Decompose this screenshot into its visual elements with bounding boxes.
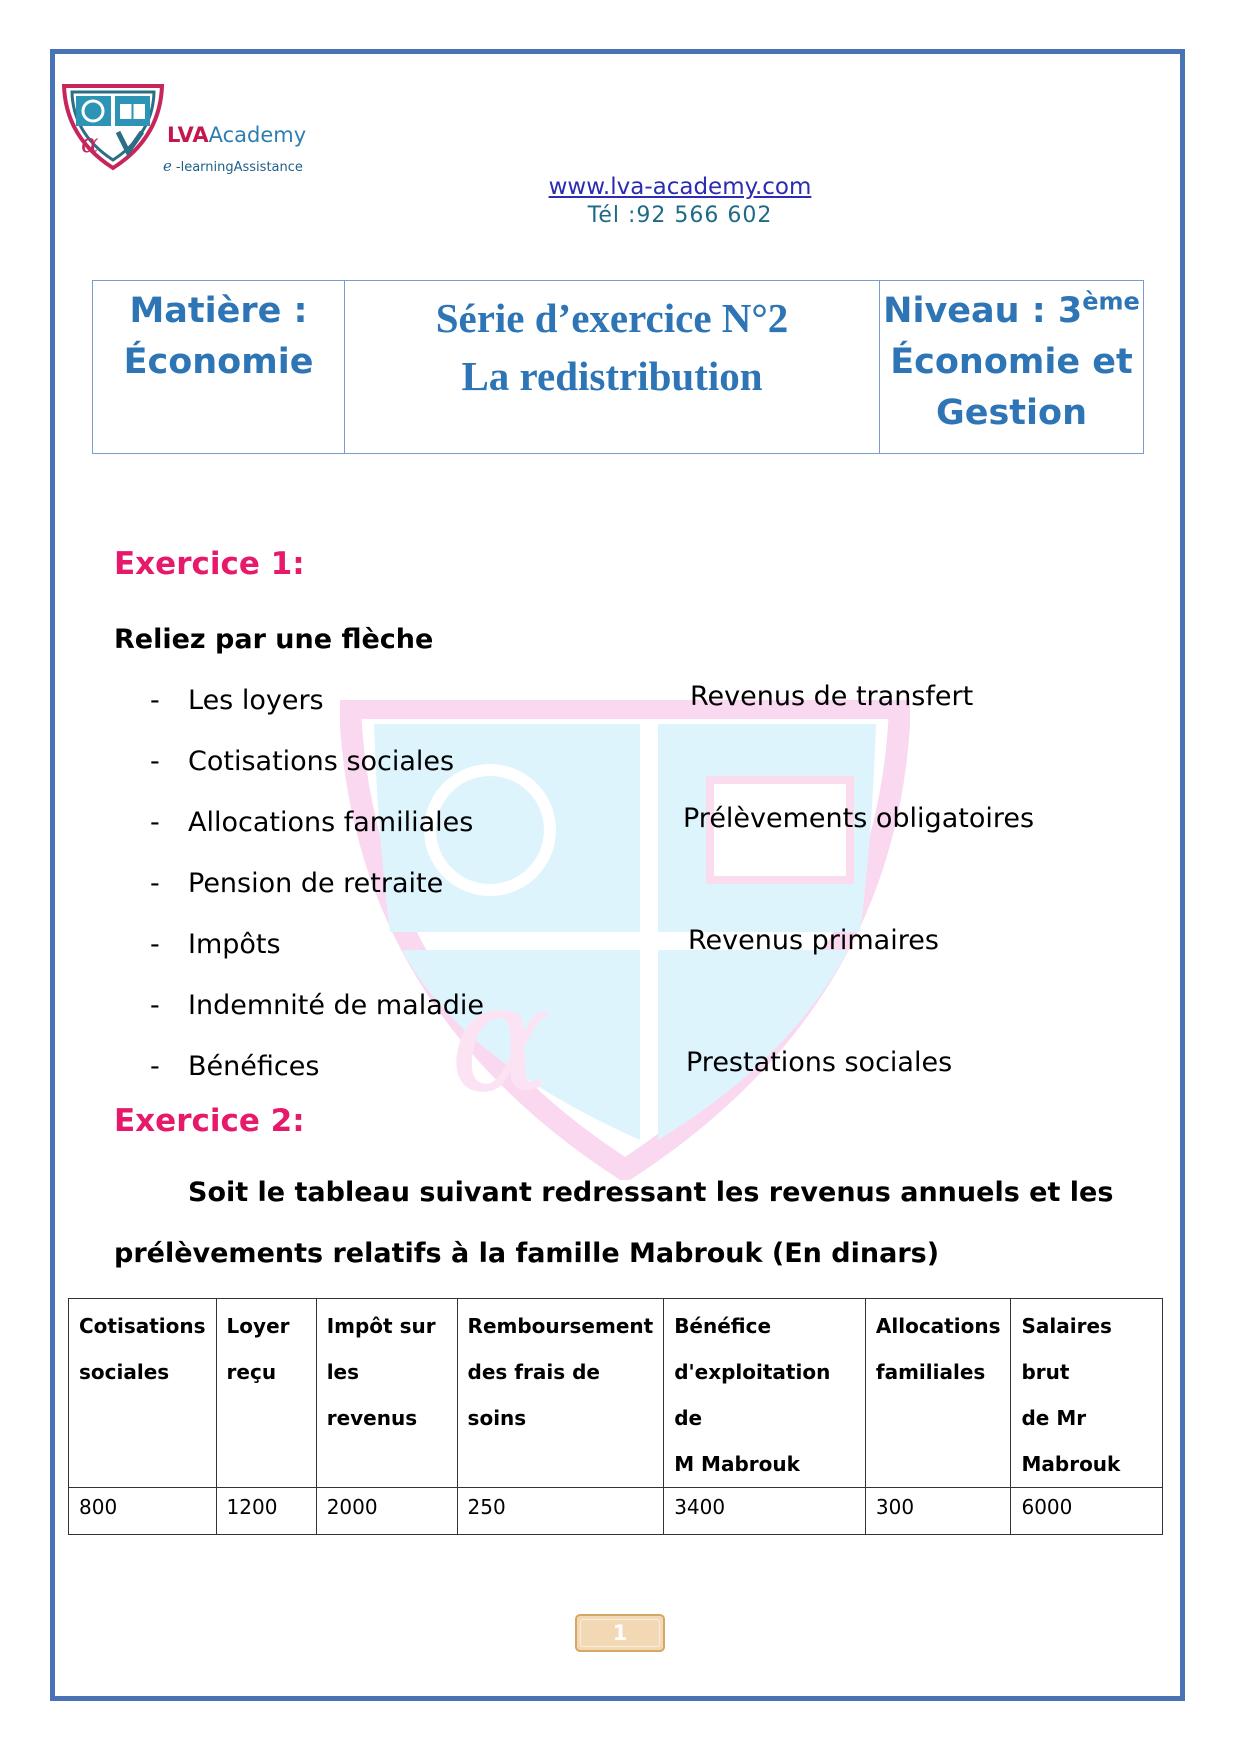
brand-lva: LVA (167, 123, 209, 147)
page-number (575, 1614, 665, 1652)
item-text: Allocations familiales (188, 807, 474, 838)
level-cell (880, 281, 1144, 454)
subject-label: Matière : (129, 291, 308, 331)
table-row (69, 1488, 1163, 1535)
list-item (150, 863, 484, 924)
header-allocations: Allocations familiales (865, 1299, 1011, 1488)
table-cell: 800 (69, 1488, 217, 1535)
level-sup: ème (1082, 287, 1140, 316)
right-item-primaires: Revenus primaires (688, 925, 939, 956)
item-text: Cotisations sociales (188, 746, 455, 777)
lva-academy-logo (58, 80, 168, 172)
income-table (68, 1298, 1163, 1535)
list-item (150, 680, 484, 741)
header-salaires: Salaires brut de Mr Mabrouk (1011, 1299, 1163, 1488)
item-text: Les loyers (188, 685, 324, 716)
phone-number: Tél :92 566 602 (587, 203, 773, 228)
brand-tagline (163, 157, 303, 175)
series-cell (345, 281, 880, 454)
website-link[interactable]: www.lva-academy.com (548, 174, 812, 200)
left-items-list (150, 680, 484, 1107)
brand-academy: Academy (208, 123, 307, 147)
table-header-row (69, 1299, 1163, 1488)
table-cell: 3400 (664, 1488, 866, 1535)
item-text: Bénéfices (188, 1051, 320, 1082)
dash: - (150, 1051, 160, 1082)
table-cell: 2000 (316, 1488, 457, 1535)
svg-text:α: α (81, 129, 99, 159)
exercise-2-text-line-1: Soit le tableau suivant redressant les revenus annuels et les (188, 1177, 1114, 1208)
header-cotisations: Cotisations sociales (69, 1299, 217, 1488)
list-item (150, 1046, 484, 1107)
dash: - (150, 929, 160, 960)
dash: - (150, 807, 160, 838)
table-cell: 250 (457, 1488, 664, 1535)
title-table (92, 280, 1144, 454)
subject-cell (93, 281, 345, 454)
right-item-prelevements: Prélèvements obligatoires (683, 803, 1035, 834)
header-impot: Impôt sur les revenus (316, 1299, 457, 1488)
tagline-text: -learningAssistance (175, 160, 303, 175)
header-remboursement: Remboursement des frais de soins (457, 1299, 664, 1488)
item-text: Pension de retraite (188, 868, 444, 899)
exercise-2-title: Exercice 2: (114, 1103, 305, 1139)
item-text: Impôts (188, 929, 281, 960)
header-loyer: Loyer reçu (216, 1299, 316, 1488)
exercise-2-text-line-2: prélèvements relatifs à la famille Mabrouk (En dinars) (114, 1238, 940, 1269)
page-number-text: 1 (612, 1621, 628, 1645)
dash: - (150, 746, 160, 777)
brand-name (167, 123, 306, 147)
table-cell: 1200 (216, 1488, 316, 1535)
dash: - (150, 685, 160, 716)
series-title: Série d’exercice N°2 (435, 295, 789, 341)
right-item-prestations: Prestations sociales (686, 1047, 953, 1078)
contact-block (420, 172, 940, 230)
item-text: Indemnité de maladie (188, 990, 484, 1021)
subject-name: Économie (123, 342, 314, 382)
table-cell: 6000 (1011, 1488, 1163, 1535)
level-label (880, 286, 1143, 337)
svg-text:α: α (450, 952, 552, 1126)
exercise-1-instruction: Reliez par une flèche (114, 624, 434, 655)
level-line-3: Gestion (936, 393, 1087, 433)
list-item (150, 924, 484, 985)
list-item (150, 741, 484, 802)
table-cell: 300 (865, 1488, 1011, 1535)
header-benefice: Bénéfice d'exploitation de M Mabrouk (664, 1299, 866, 1488)
right-item-transfert: Revenus de transfert (690, 681, 974, 712)
tagline-e: e (163, 157, 172, 175)
level-value: Niveau : 3 (883, 291, 1083, 331)
series-topic: La redistribution (461, 353, 763, 399)
list-item (150, 802, 484, 863)
dash: - (150, 868, 160, 899)
level-line-2: Économie et (890, 342, 1133, 382)
exercise-1-title: Exercice 1: (114, 546, 305, 582)
list-item (150, 985, 484, 1046)
dash: - (150, 990, 160, 1021)
